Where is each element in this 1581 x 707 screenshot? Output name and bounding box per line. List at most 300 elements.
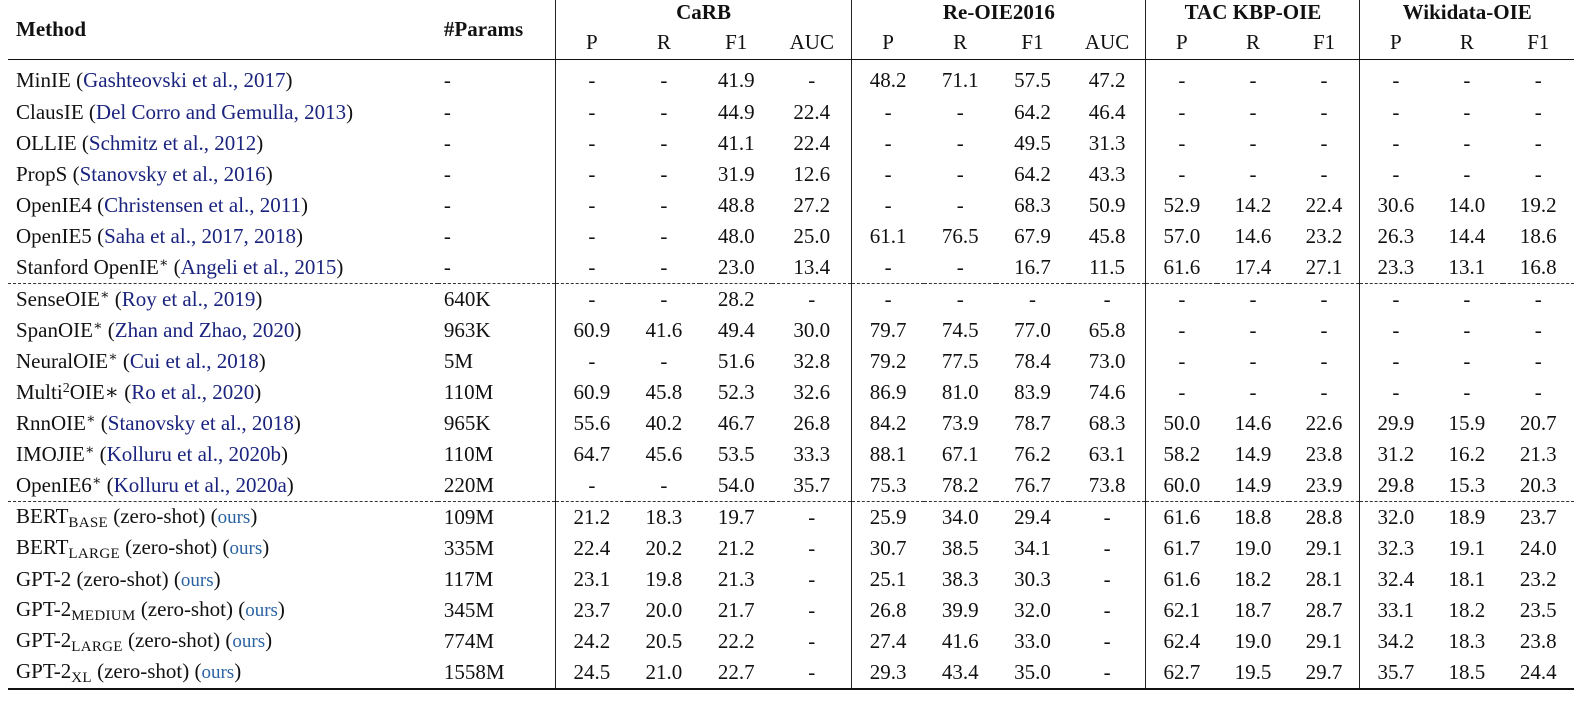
citation-link[interactable]: Ro et al., 2020 — [131, 380, 255, 404]
table-row — [8, 377, 1574, 408]
value-cell: 35.7 — [793, 473, 831, 497]
value-cell: 45.6 — [645, 442, 683, 466]
method-cell: NeuralOIE∗ (Cui et al., 2018) — [16, 349, 266, 373]
value-cell: - — [660, 100, 668, 124]
value-cell: 43.3 — [1088, 162, 1126, 186]
value-cell: 25.9 — [852, 502, 924, 534]
value-cell: - — [852, 159, 924, 190]
value-cell: - — [1534, 349, 1542, 373]
method-cell: GPT-$2_{MEDIUM}$ (zero-shot) (ours) — [16, 596, 285, 624]
value-cell: 41.6 — [645, 318, 683, 342]
value-cell: - — [1360, 60, 1431, 98]
value-cell: 78.7 — [1014, 411, 1051, 435]
params-cell: - — [443, 131, 451, 155]
value-cell: 30.7 — [852, 533, 924, 564]
value-cell: - — [1146, 159, 1217, 190]
value-cell: 13.1 — [1448, 255, 1486, 279]
value-cell: - — [555, 60, 627, 98]
value-cell: 21.0 — [628, 657, 700, 689]
value-cell: 38.5 — [941, 536, 979, 560]
value-cell: 18.7 — [1234, 598, 1272, 622]
value-cell: 24.2 — [555, 626, 627, 657]
method-cell: MinIE (Gashteovski et al., 2017) — [16, 68, 293, 92]
value-cell: - — [1249, 349, 1257, 373]
method-name: MinIE — [16, 68, 71, 92]
value-cell: - — [555, 159, 627, 190]
value-cell: 33.1 — [1360, 595, 1431, 626]
value-cell: 60.9 — [555, 315, 627, 346]
value-cell: 68.3 — [1088, 411, 1126, 435]
value-cell: - — [660, 255, 668, 279]
value-cell: - — [1146, 128, 1217, 159]
method-name: GPT-2 — [16, 627, 72, 652]
method-name: PropS — [16, 162, 68, 186]
value-cell: 44.9 — [717, 100, 755, 124]
value-cell: 22.2 — [717, 629, 755, 653]
value-cell: - — [1249, 162, 1257, 186]
value-cell: - — [808, 629, 816, 653]
value-cell: - — [852, 97, 924, 128]
value-cell: 73.0 — [1088, 349, 1126, 373]
method-suffix: (zero-shot) — [107, 503, 206, 528]
params-cell: 1558M — [438, 657, 556, 689]
params-cell: 640K — [438, 284, 556, 316]
value-cell: - — [1146, 346, 1217, 377]
value-cell: - — [628, 284, 700, 316]
citation-link[interactable]: Saha et al., 2017, 2018 — [104, 224, 296, 248]
value-cell: 13.4 — [793, 255, 831, 279]
value-cell: 47.2 — [1088, 68, 1126, 92]
method-cell: $BERT_{BASE}$ (zero-shot) (ours) — [8, 502, 438, 534]
params-cell: 109M — [438, 502, 556, 534]
value-cell: 29.3 — [852, 657, 924, 689]
value-cell: - — [1069, 657, 1146, 689]
value-cell: 84.2 — [852, 408, 924, 439]
value-cell: 18.6 — [1519, 224, 1557, 248]
value-cell: 57.0 — [1146, 221, 1217, 252]
value-cell: 49.4 — [717, 318, 755, 342]
table-row — [8, 595, 1574, 626]
value-cell: - — [852, 128, 924, 159]
value-cell: 29.1 — [1305, 629, 1343, 653]
params-cell: 110M — [443, 442, 494, 466]
value-cell: 34.1 — [1014, 536, 1051, 560]
value-cell: 14.6 — [1234, 411, 1272, 435]
method-superscript: ∗ — [84, 443, 95, 458]
ours-link[interactable]: ours — [245, 599, 278, 621]
value-cell: 73.9 — [941, 411, 979, 435]
value-cell: 18.3 — [1448, 629, 1486, 653]
value-cell: 21.2 — [717, 536, 755, 560]
value-cell: 20.0 — [645, 598, 683, 622]
value-cell: - — [956, 131, 964, 155]
value-cell: 23.5 — [1519, 598, 1557, 622]
value-cell: 29.4 — [996, 502, 1068, 534]
value-cell: 14.6 — [1234, 224, 1272, 248]
citation-link[interactable]: Kolluru et al., 2020b — [106, 442, 281, 466]
value-cell: 76.2 — [1014, 442, 1051, 466]
value-cell: - — [1534, 131, 1542, 155]
value-cell: 78.2 — [941, 473, 979, 497]
value-cell: - — [1534, 162, 1542, 186]
value-cell: - — [1103, 629, 1111, 653]
value-cell: 57.5 — [1014, 68, 1051, 92]
value-cell: 21.2 — [555, 502, 627, 534]
method-subscript: LARGE — [68, 545, 120, 562]
value-cell: 39.9 — [941, 598, 979, 622]
method-suffix: (zero-shot) — [122, 627, 221, 652]
value-cell: 77.0 — [1014, 318, 1051, 342]
citation-link[interactable]: Cui et al., 2018 — [129, 349, 259, 373]
value-cell: - — [555, 284, 627, 316]
table-row — [8, 346, 1574, 377]
value-cell: 23.9 — [1305, 473, 1343, 497]
col-header-wikidata-oie-f1: F1 — [1503, 25, 1574, 60]
method-superscript: ∗ — [91, 474, 102, 489]
col-header-tac-kbp-oie-p: P — [1146, 25, 1217, 60]
col-header-carb-auc: AUC — [772, 25, 851, 60]
value-cell: 27.4 — [852, 626, 924, 657]
value-cell: 73.8 — [1088, 473, 1126, 497]
table-row — [8, 439, 1574, 470]
value-cell: - — [808, 567, 816, 591]
value-cell: 19.2 — [1519, 193, 1557, 217]
method-subscript: BASE — [68, 514, 108, 531]
value-cell: - — [956, 100, 964, 124]
value-cell: 28.7 — [1305, 598, 1343, 622]
value-cell: - — [1289, 284, 1360, 316]
method-suffix: (zero-shot) — [119, 534, 218, 559]
value-cell: 48.0 — [717, 224, 755, 248]
value-cell: 20.7 — [1519, 411, 1557, 435]
value-cell: 35.7 — [1360, 657, 1431, 689]
value-cell: 27.2 — [793, 193, 831, 217]
method-name: Stanford OpenIE — [16, 255, 159, 279]
value-cell: - — [660, 349, 668, 373]
method-suffix: (zero-shot) — [71, 567, 169, 591]
value-cell: - — [808, 536, 816, 560]
params-cell: 774M — [443, 629, 495, 653]
value-cell: - — [1249, 68, 1257, 92]
value-cell: 43.4 — [924, 657, 996, 689]
value-cell: 34.2 — [1360, 626, 1431, 657]
value-cell: - — [1320, 318, 1328, 342]
method-cell: ClausIE (Del Corro and Gemulla, 2013) — [16, 100, 354, 124]
table-row — [8, 564, 1574, 595]
value-cell: 19.0 — [1234, 629, 1272, 653]
value-cell: 11.5 — [1089, 255, 1126, 279]
value-cell: - — [1320, 131, 1328, 155]
value-cell: 48.2 — [852, 60, 924, 98]
value-cell: 52.3 — [717, 380, 755, 404]
group-header-tackbp: TAC KBP-OIE — [1146, 0, 1360, 25]
value-cell: 15.9 — [1448, 411, 1486, 435]
value-cell: 23.7 — [555, 595, 627, 626]
value-cell: 33.3 — [793, 442, 831, 466]
value-cell: 50.9 — [1088, 193, 1126, 217]
value-cell: 26.3 — [1360, 221, 1431, 252]
value-cell: 31.9 — [717, 162, 755, 186]
method-name: OLLIE — [16, 131, 77, 155]
citation-link[interactable]: Zhan and Zhao, 2020 — [114, 318, 295, 342]
value-cell: 18.2 — [1234, 567, 1272, 591]
col-header-carb-f1: F1 — [700, 25, 772, 60]
citation-link[interactable]: Christensen et al., 2011 — [104, 193, 301, 217]
value-cell: 14.9 — [1234, 442, 1272, 466]
value-cell: 28.1 — [1305, 567, 1343, 591]
value-cell: 46.7 — [717, 411, 755, 435]
value-cell: 32.4 — [1360, 564, 1431, 595]
value-cell: 22.4 — [793, 131, 831, 155]
method-cell: IMOJIE∗ (Kolluru et al., 2020b) — [16, 442, 288, 466]
params-cell: 5M — [443, 349, 474, 373]
params-cell: 963K — [443, 318, 491, 342]
value-cell: 28.2 — [700, 284, 772, 316]
value-cell: 29.7 — [1289, 657, 1360, 689]
value-cell: - — [1069, 284, 1146, 316]
col-header-re-oie2016-auc: AUC — [1069, 25, 1146, 60]
value-cell: 14.4 — [1448, 224, 1486, 248]
value-cell: - — [1320, 349, 1328, 373]
value-cell: 32.6 — [793, 380, 831, 404]
value-cell: 15.3 — [1448, 473, 1486, 497]
value-cell: 62.4 — [1146, 626, 1217, 657]
value-cell: 45.8 — [645, 380, 683, 404]
value-cell: 20.2 — [645, 536, 683, 560]
ours-link[interactable]: ours — [180, 570, 214, 591]
value-cell: 67.1 — [941, 442, 979, 466]
value-cell: - — [1431, 284, 1502, 316]
ours-link[interactable]: ours — [232, 630, 266, 652]
value-cell: - — [1249, 131, 1257, 155]
value-cell: - — [1146, 284, 1217, 316]
method-header: Method — [8, 0, 438, 60]
value-cell: 20.5 — [645, 629, 683, 653]
group-header-reoie2016: Re-OIE2016 — [852, 0, 1146, 25]
value-cell: 77.5 — [941, 349, 979, 373]
table-row — [8, 159, 1574, 190]
value-cell: 63.1 — [1088, 442, 1126, 466]
method-cell: Stanford OpenIE∗ (Angeli et al., 2015) — [16, 255, 344, 279]
params-cell: - — [443, 100, 451, 124]
value-cell: - — [1503, 284, 1574, 316]
value-cell: 62.1 — [1146, 595, 1217, 626]
value-cell: - — [1360, 284, 1431, 316]
col-header-wikidata-oie-p: P — [1360, 25, 1431, 60]
value-cell: 79.7 — [852, 315, 924, 346]
params-header: #Params — [438, 0, 556, 60]
value-cell: 18.5 — [1431, 657, 1502, 689]
method-name: OpenIE4 — [16, 193, 92, 217]
table-row — [8, 470, 1574, 502]
value-cell: - — [1463, 131, 1471, 155]
value-cell: - — [996, 284, 1068, 316]
citation-link[interactable]: Kolluru et al., 2020a — [113, 473, 287, 497]
value-cell: 32.0 — [1014, 598, 1051, 622]
value-cell: - — [1069, 502, 1146, 534]
value-cell: 26.8 — [793, 411, 831, 435]
method-cell: OpenIE6∗ (Kolluru et al., 2020a) — [16, 473, 294, 497]
value-cell: 19.7 — [700, 502, 772, 534]
col-header-carb-p: P — [555, 25, 627, 60]
value-cell: 31.3 — [1088, 131, 1126, 155]
params-cell: 117M — [443, 567, 494, 591]
value-cell: 22.4 — [793, 100, 831, 124]
citation-link[interactable]: Schmitz et al., 2012 — [88, 131, 257, 155]
value-cell: 75.3 — [852, 470, 924, 502]
value-cell: 23.2 — [1519, 567, 1557, 591]
method-superscript: ∗ — [93, 319, 103, 334]
group-header-carb: CaRB — [555, 0, 851, 25]
value-cell: 28.8 — [1289, 502, 1360, 534]
ours-link[interactable]: ours — [229, 537, 263, 559]
value-cell: 25.1 — [852, 564, 924, 595]
citation-link[interactable]: Roy et al., 2019 — [121, 287, 256, 311]
value-cell: - — [555, 128, 627, 159]
value-cell: - — [660, 224, 668, 248]
value-cell: 20.3 — [1519, 473, 1557, 497]
value-cell: 61.7 — [1146, 533, 1217, 564]
method-name: GPT-2 — [16, 658, 72, 683]
value-cell: 33.0 — [1014, 629, 1051, 653]
value-cell: 51.6 — [717, 349, 755, 373]
value-cell: - — [1103, 567, 1111, 591]
method-cell: PropS (Stanovsky et al., 2016) — [16, 162, 273, 186]
value-cell: 62.7 — [1146, 657, 1217, 689]
value-cell: 64.2 — [1014, 100, 1051, 124]
value-cell: 76.5 — [941, 224, 979, 248]
value-cell: 21.3 — [717, 567, 755, 591]
citation-link[interactable]: Angeli et al., 2015 — [180, 255, 337, 279]
value-cell: - — [1463, 100, 1471, 124]
col-header-tac-kbp-oie-r: R — [1217, 25, 1288, 60]
col-header-re-oie2016-p: P — [852, 25, 924, 60]
method-cell: SenseOIE∗ (Roy et al., 2019) — [8, 284, 438, 316]
method-cell: GPT-2 (zero-shot) (ours) — [16, 567, 221, 591]
value-cell: - — [555, 252, 627, 284]
method-name: GPT-2 — [16, 596, 72, 621]
value-cell: 46.4 — [1088, 100, 1126, 124]
value-cell: - — [956, 162, 964, 186]
method-name: SenseOIE — [16, 287, 100, 311]
method-suffix: (zero-shot) — [135, 596, 233, 621]
citation-link[interactable]: Stanovsky et al., 2018 — [107, 411, 294, 435]
value-cell: 61.6 — [1146, 564, 1217, 595]
value-cell: 23.2 — [1305, 224, 1343, 248]
method-suffix: OIE∗ — [69, 380, 119, 404]
value-cell: 24.0 — [1519, 536, 1557, 560]
value-cell: - — [660, 193, 668, 217]
table-row — [8, 315, 1574, 346]
value-cell: - — [1320, 162, 1328, 186]
value-cell: 23.7 — [1503, 502, 1574, 534]
value-cell: 18.2 — [1448, 598, 1486, 622]
value-cell: - — [772, 657, 851, 689]
table-row — [8, 221, 1574, 252]
value-cell: 26.8 — [852, 595, 924, 626]
value-cell: 29.8 — [1360, 470, 1431, 502]
value-cell: - — [1249, 380, 1257, 404]
value-cell: - — [1320, 68, 1328, 92]
method-superscript: ∗ — [108, 350, 118, 365]
method-cell: RnnOIE∗ (Stanovsky et al., 2018) — [16, 411, 301, 435]
method-superscript: ∗ — [99, 288, 110, 303]
value-cell: - — [660, 68, 668, 92]
table-row — [8, 533, 1574, 564]
params-cell: - — [443, 68, 451, 92]
params-cell: 110M — [443, 380, 494, 404]
value-cell: 41.1 — [717, 131, 755, 155]
value-cell: - — [1360, 128, 1431, 159]
method-name: BERT — [16, 503, 69, 528]
value-cell: 21.3 — [1519, 442, 1557, 466]
params-cell: - — [443, 224, 451, 248]
value-cell: 21.7 — [717, 598, 755, 622]
value-cell: - — [1463, 162, 1471, 186]
value-cell: 16.8 — [1519, 255, 1557, 279]
method-suffix: (zero-shot) — [91, 658, 190, 683]
value-cell: 41.9 — [717, 68, 755, 92]
value-cell: 49.5 — [1014, 131, 1051, 155]
value-cell: 18.1 — [1448, 567, 1486, 591]
table-row — [8, 128, 1574, 159]
value-cell: 18.9 — [1431, 502, 1502, 534]
value-cell: 27.1 — [1305, 255, 1343, 279]
value-cell: 22.4 — [555, 533, 627, 564]
value-cell: - — [1146, 315, 1217, 346]
value-cell: 61.1 — [852, 221, 924, 252]
value-cell: 41.6 — [941, 629, 979, 653]
value-cell: 23.3 — [1360, 252, 1431, 284]
value-cell: 53.5 — [717, 442, 755, 466]
table-row — [8, 252, 1574, 284]
value-cell: 19.0 — [1234, 536, 1272, 560]
value-cell: 24.5 — [555, 657, 627, 689]
value-cell: - — [555, 221, 627, 252]
ours-link[interactable]: ours — [201, 661, 235, 683]
params-cell: 345M — [443, 598, 495, 622]
value-cell: 14.2 — [1234, 193, 1272, 217]
method-name: SpanOIE — [16, 318, 93, 342]
value-cell: 16.2 — [1448, 442, 1486, 466]
method-name: OpenIE5 — [16, 224, 92, 248]
method-superscript: ∗ — [158, 256, 169, 271]
citation-link[interactable]: Del Corro and Gemulla, 2013 — [95, 100, 347, 124]
citation-link[interactable]: Stanovsky et al., 2016 — [79, 162, 266, 186]
value-cell: - — [1463, 318, 1471, 342]
citation-link[interactable]: Gashteovski et al., 2017 — [83, 68, 286, 92]
value-cell: 64.7 — [555, 439, 627, 470]
group-header-wikidata: Wikidata-OIE — [1360, 0, 1574, 25]
method-name: Multi — [16, 380, 63, 404]
value-cell: - — [660, 473, 668, 497]
ours-link[interactable]: ours — [217, 506, 251, 528]
value-cell: 78.4 — [1014, 349, 1051, 373]
value-cell: - — [1534, 100, 1542, 124]
value-cell: 71.1 — [941, 68, 979, 92]
table-row — [8, 97, 1574, 128]
method-subscript: MEDIUM — [71, 607, 136, 624]
value-cell: - — [808, 68, 816, 92]
method-superscript: ∗ — [86, 412, 96, 427]
value-cell: 19.1 — [1448, 536, 1486, 560]
value-cell: 14.0 — [1448, 193, 1486, 217]
value-cell: - — [772, 284, 851, 316]
value-cell: - — [852, 284, 924, 316]
params-cell: - — [443, 193, 451, 217]
value-cell: 19.8 — [645, 567, 683, 591]
value-cell: - — [956, 193, 964, 217]
